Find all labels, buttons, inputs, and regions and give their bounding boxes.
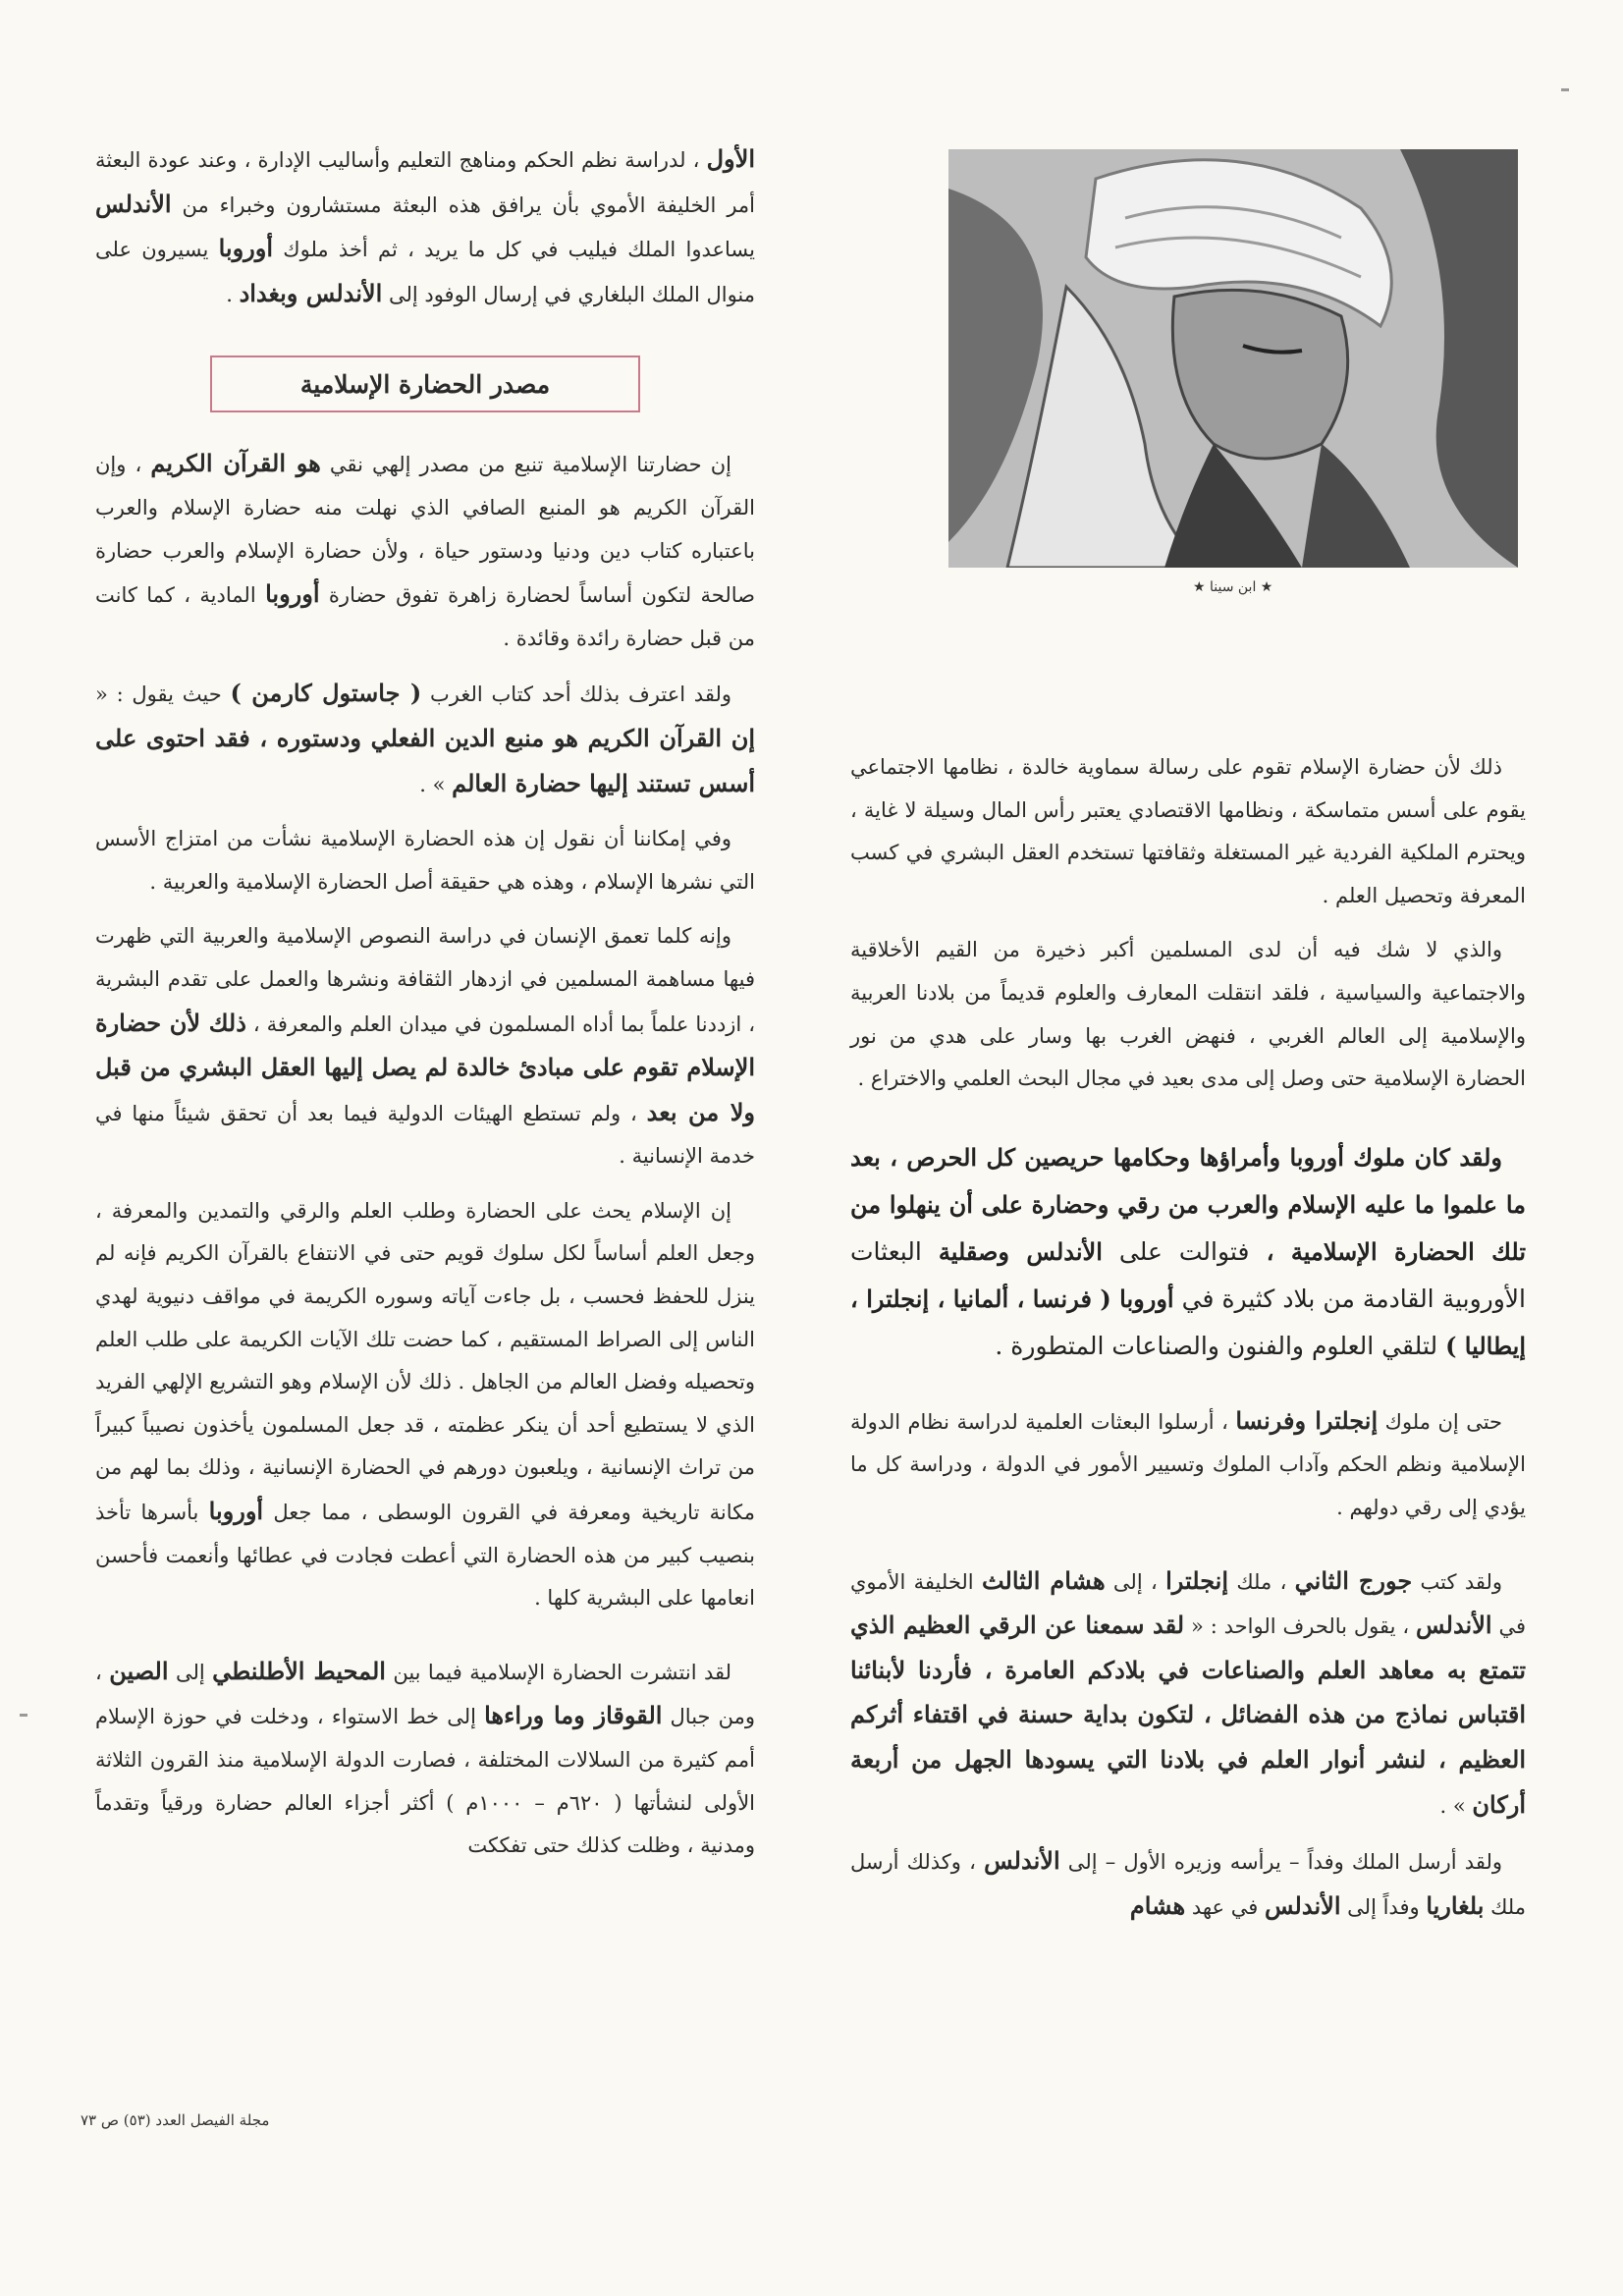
paragraph-origin	[95, 818, 755, 903]
bold-text-run: هشام الثالث	[981, 1565, 1106, 1595]
bold-text-run: الأندلس وبغداد	[239, 278, 383, 307]
text-run: ، إلى	[1105, 1569, 1166, 1594]
bold-text-run: لقد سمعنا عن الرقي العظيم الذي تتمتع به معاهد العلم والصناعات في بلادكم العامرة ، فأردنا لأبنائنا اقتباس نماذج من هذه الفضائل ، لتكون بداية حسنة في اقتفاء أثركم العظيم ، لنشر أنوار العلم في بلادنا التي يسودها الجهل من أربعة أركان	[850, 1611, 1526, 1819]
bold-text-run: الأندلس	[1416, 1611, 1492, 1640]
text-run: إن الإسلام يحث على الحضارة وطلب العلم والرقي والتمدين والمعرفة ، وجعل العلم أساساً لكل سلوك قويم حتى في الانتفاع بالقرآن الكريم فإنه لم ينزل للحفظ فحسب ، بل جاءت آياته وسوره الكريمة في مواقف دنيوية لهدي الناس إلى الصراط المستقيم ، كما حضت تلك الآيات الكريمة على طلب العلم وتحصيله وفضل العالم من الجاهل . ذلك لأن الإسلام وهو التشريع الإلهي الفريد الذي لا يستطيع أحد أن ينكر عظمته ، قد جعل المسلمون يأخذون نصيباً كبيراً من تراث الإنسانية ، ويلعبون دورهم في الحضارة الإنسانية ، وذلك بما لهم من مكانة تاريخية ومعرفة في القرون الوسطى ، مما جعل	[95, 1198, 756, 1525]
bold-text-run: هشام	[1129, 1890, 1186, 1920]
text-run: ، أرسلوا البعثات العلمية لدراسة نظام الدولة الإسلامية ونظم الحكم وآداب الملوك وتسيير الأمور في الدولة ، ودراسة كل ما يؤدي إلى رقي دولهم .	[850, 1409, 1526, 1519]
bold-text-run: أوروبا	[208, 1497, 264, 1526]
bold-text-run: إنجلترا وفرنسا	[1235, 1405, 1379, 1435]
text-run: ولقد اعترف بذلك أحد كتاب الغرب	[421, 683, 731, 707]
text-run: بأسرها تأخذ بنصيب كبير من هذه الحضارة التي أعطت فجادت في عطائها وأنعمت فأحسن انعامها على البشرية كلها .	[95, 1501, 755, 1611]
bold-text-run: القوقاز وما وراءها	[484, 1701, 663, 1730]
margin-mark	[20, 1714, 27, 1717]
bold-text-run: الأول	[706, 144, 755, 173]
paragraph-knowledge	[95, 1190, 755, 1620]
text-run: وإنه كلما تعمق الإنسان في دراسة النصوص الإسلامية والعربية التي ظهرت فيها مساهمة المسلمين في ازدهار الثقافة ونشرها والعمل على تقدم البشرية ، ازددنا علماً بما أداه المسلمون في ميدان العلم والمعرفة ،	[95, 924, 755, 1036]
text-run: والذي لا شك فيه أن لدى المسلمين أكبر ذخيرة من القيم الأخلاقية والاجتماعية والسياسية ، فلقد انتقلت المعارف والعلوم قديماً من بلادنا العربية والإسلامية إلى العالم الغربي ، فنهض الغرب بها وسار على هدي من نور الحضارة الإسلامية حتى وصل إلى مدى بعيد في مجال البحث العلمي والاختراع .	[850, 938, 1526, 1091]
text-run: ، ملك	[1228, 1569, 1295, 1594]
text-run: ولقد أرسل الملك وفداً – يرأسه وزيره الأول – إلى	[1059, 1850, 1502, 1875]
text-run: وفي إمكاننا أن نقول إن هذه الحضارة الإسلامية نشأت من امتزاج الأسس التي نشرها الإسلام ، وهذه هي حقيقة أصل الحضارة الإسلامية والعربية .	[95, 827, 755, 894]
section-heading-text: مصدر الحضارة الإسلامية	[299, 369, 551, 399]
paragraph-spread	[95, 1650, 755, 1868]
bold-text-run: أوروبا	[265, 579, 320, 609]
paragraph-letter	[850, 1559, 1526, 1829]
text-run: في عهد	[1185, 1894, 1265, 1919]
text-run: حيث يقول : «	[95, 683, 231, 707]
bold-text-run: الأندلس	[984, 1846, 1060, 1876]
left-column	[95, 137, 755, 1880]
text-run: إلى خط الاستواء ، ودخلت في حوزة الإسلام أمم كثيرة من السلالات المختلفة ، فصارت الدولة الإسلامية منذ القرون الثلاثة الأولى لنشأتها ( ٦٢٠م – ١٠٠٠م ) أكثر أجزاء العالم حضارة ورقياً وتقدماً ومدنية ، وظلت كذلك حتى تفككت	[95, 1705, 755, 1858]
text-run: ، وإن القرآن الكريم هو المنبع الصافي الذي نهلت منه حضارة الإسلام والعرب باعتباره كتاب دين ودنيا ودستور حياة ، ولأن حضارة الإسلام والعرب حضارة صالحة لتكون أساساً لحضارة زاهرة تفوق حضارة	[95, 453, 755, 608]
bold-text-run: بلغاريا	[1426, 1890, 1485, 1920]
bold-text-run: إنجلترا	[1165, 1565, 1229, 1595]
bold-text-run: الأندلس وصقلية	[938, 1236, 1103, 1266]
paragraph-source	[95, 442, 755, 660]
text-run: ذلك لأن حضارة الإسلام تقوم على رسالة سماوية خالدة ، نظامها الاجتماعي يقوم على أسس متماسكة ، ونظامها الاقتصادي يعتبر رأس المال وسيلة لا غاية ، ويحترم الملكية الفردية غير المستغلة وثقافتها تستخدم العقل البشري في كسب المعرفة وتحصيل العلم .	[850, 755, 1526, 907]
text-run: وفداً إلى	[1340, 1894, 1427, 1919]
bold-text-run: أوروبا ( فرنسا ، ألمانيا ، إنجلترا ، إيطاليا )	[850, 1284, 1526, 1360]
section-heading	[210, 355, 640, 412]
text-run: .	[226, 282, 240, 306]
right-column	[850, 746, 1526, 1941]
bold-text-run: ( جاستول كارمن )	[230, 679, 422, 708]
portrait-illustration	[948, 149, 1518, 568]
text-run: لتلقي العلوم والفنون والصناعات المتطورة .	[995, 1331, 1446, 1360]
paragraph-quote	[95, 672, 755, 806]
bold-text-run: ذلك لأن حضارة الإسلام تقوم على مبادئ خالدة لم يصل إليها العقل البشري من قبل ولا من بعد	[95, 1008, 755, 1126]
margin-mark	[1561, 88, 1569, 91]
paragraph-values	[850, 929, 1526, 1100]
text-run: فتوالت على	[1102, 1236, 1250, 1266]
text-run: ولقد كتب	[1412, 1569, 1503, 1594]
bold-text-run: المحيط الأطلنطي	[212, 1656, 386, 1685]
bold-text-run: الصين	[109, 1656, 169, 1685]
paragraph-missions	[850, 1399, 1526, 1530]
page-footer: مجلة الفيصل العدد (٥٣) ص ٧٣	[81, 2111, 270, 2129]
bold-text-run: هو القرآن الكريم	[150, 449, 321, 478]
bold-text-run: الأندلس	[1264, 1890, 1341, 1920]
text-run: يسيرون على منوال الملك البلغاري في إرسال الوفود إلى	[95, 238, 755, 306]
bold-text-run: أوروبا	[218, 234, 274, 263]
photo-caption: ★ ابن سينا ★	[1193, 579, 1273, 595]
paragraph-contribution	[95, 915, 755, 1178]
intro-paragraph	[95, 137, 755, 316]
text-run: لقد انتشرت الحضارة الإسلامية فيما بين	[385, 1660, 732, 1684]
paragraph-foundation	[850, 746, 1526, 917]
text-run: » .	[419, 772, 453, 796]
bold-text-run: جورج الثاني	[1294, 1565, 1413, 1595]
text-run: ، ومن جبال	[95, 1660, 756, 1729]
text-run: إلى	[168, 1660, 213, 1684]
bold-text-run: الأندلس	[95, 189, 172, 218]
bold-text-run: إن القرآن الكريم هو منبع الدين الفعلي ودستوره ، فقد احتوى على أسس تستند إليها حضارة العالم	[95, 723, 755, 797]
text-run: يساعدوا الملك فيليب في كل ما يريد ، ثم أخذ ملوك	[273, 238, 755, 262]
text-run: » .	[1439, 1793, 1473, 1818]
bold-text-run: ولقد كان ملوك أوروبا وأمراؤها وحكامها حريصين كل الحرص ، بعد ما علموا ما عليه الإسلام والعرب من رقي وحضارة على أن ينهلوا من تلك الحضارة الإسلامية ،	[850, 1142, 1527, 1266]
text-run: ، وكذلك أرسل ملك	[850, 1850, 1526, 1919]
text-run: ، لدراسة نظم الحكم ومناهج التعليم وأساليب الإدارة ، وعند عودة البعثة أمر الخليفة الأموي بأن يرافق هذه البعثة مستشارون وخبراء من	[95, 148, 755, 217]
paragraph-kings	[850, 1134, 1526, 1370]
portrait-photo	[948, 149, 1518, 568]
text-run: حتى إن ملوك	[1378, 1409, 1503, 1434]
text-run: الخليفة الأموي في	[850, 1569, 1527, 1639]
text-run: المادية ، كما كانت من قبل حضارة رائدة وقائدة .	[95, 583, 755, 650]
text-run: ، ولم تستطع الهيئات الدولية فيما بعد أن تحقق شيئاً منها في خدمة الإنسانية .	[95, 1101, 755, 1169]
text-run: ، يقول بالحرف الواحد : «	[1184, 1614, 1417, 1639]
paragraph-delegation	[850, 1839, 1526, 1929]
text-run: البعثات الأوروبية القادمة من بلاد كثيرة في	[850, 1236, 1526, 1313]
text-run: إن حضارتنا الإسلامية تنبع من مصدر إلهي نقي	[320, 453, 731, 477]
